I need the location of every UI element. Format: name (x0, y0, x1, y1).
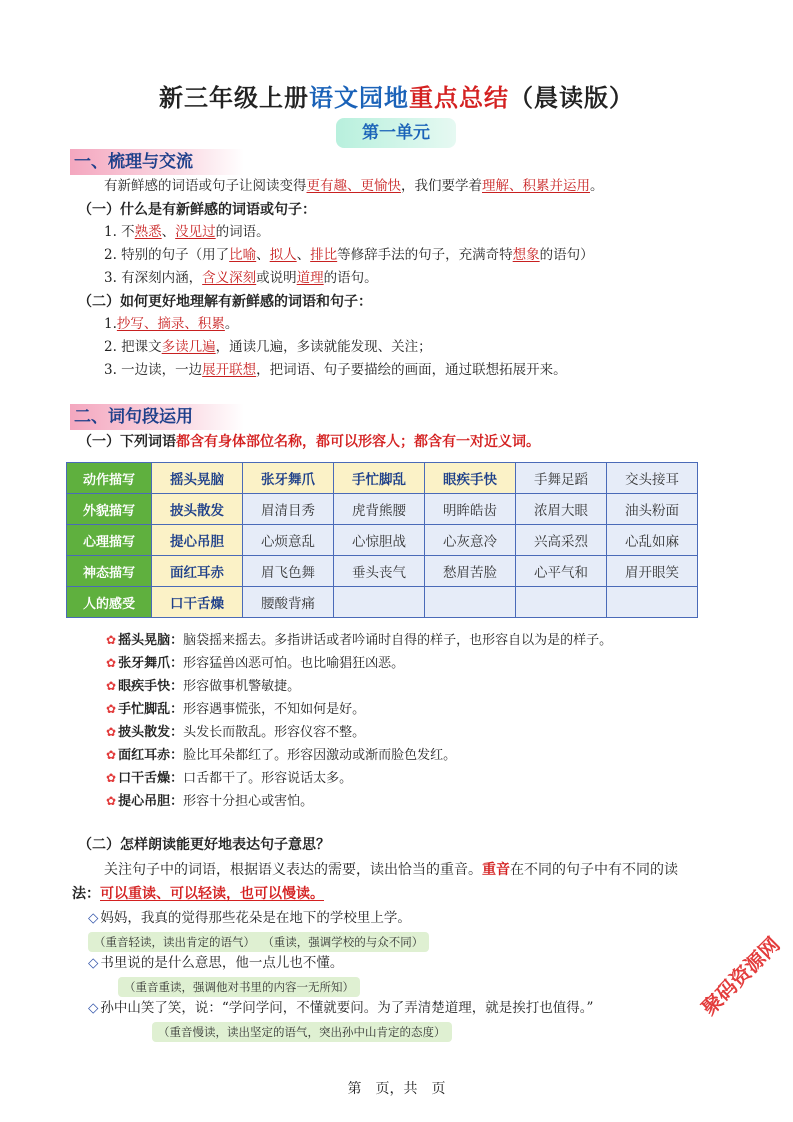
reading-intro-line-1: 关注句子中的词语，根据语义表达的需要，读出恰当的重音。重音在不同的句子中有不同的读 (104, 862, 678, 878)
question-2-heading: （二）如何更好地理解有新鲜感的词语和句子： (78, 294, 372, 310)
section-2-q1: （一）下列词语都含有身体部位名称，都可以形容人；都含有一对近义词。 (78, 434, 540, 450)
table-cell (516, 587, 607, 618)
table-cell: 手舞足蹈 (516, 463, 607, 494)
definition-item: ✿ 口干舌燥：口舌都干了。形容说话太多。 (106, 771, 353, 786)
q2-item-2: 2. 把课文多读几遍，通读几遍，多读就能发现、关注； (104, 339, 432, 355)
title-part-4: （晨读版） (509, 84, 634, 112)
table-cell: 眉飞色舞 (243, 556, 334, 587)
category-cell: 人的感受 (67, 587, 152, 618)
table-cell: 眉开眼笑 (607, 556, 698, 587)
flower-icon: ✿ (106, 702, 117, 716)
table-cell: 虎背熊腰 (334, 494, 425, 525)
flower-icon: ✿ (106, 725, 117, 739)
table-cell (425, 587, 516, 618)
q2-item-1: 1.抄写、摘录、积累。 (104, 316, 239, 332)
flower-icon: ✿ (106, 771, 117, 785)
diamond-icon: ◇ (88, 1000, 99, 1016)
page-title (0, 78, 793, 113)
table-cell: 兴高采烈 (516, 525, 607, 556)
section-1-heading: 一、梳理与交流 (70, 149, 244, 175)
table-cell: 张牙舞爪 (243, 463, 334, 494)
table-cell: 腰酸背痛 (243, 587, 334, 618)
definition-item: ✿ 张牙舞爪：形容猛兽凶恶可怕。也比喻猖狂凶恶。 (106, 656, 405, 671)
table-cell: 明眸皓齿 (425, 494, 516, 525)
table-row (67, 556, 698, 587)
table-cell: 垂头丧气 (334, 556, 425, 587)
definition-item: ✿ 摇头晃脑：脑袋摇来摇去。多指讲话或者吟诵时自得的样子，也形容自以为是的样子。 (106, 633, 613, 648)
reading-intro-line-2: 法：可以重读、可以轻读，也可以慢读。 (72, 886, 324, 902)
flower-icon: ✿ (106, 794, 117, 808)
table-cell: 心灰意冷 (425, 525, 516, 556)
category-cell: 神态描写 (67, 556, 152, 587)
category-cell: 动作描写 (67, 463, 152, 494)
category-cell: 心理描写 (67, 525, 152, 556)
q1-item-1: 1. 不熟悉、没见过的词语。 (104, 224, 270, 240)
table-cell: 心乱如麻 (607, 525, 698, 556)
definition-item: ✿ 眼疾手快：形容做事机警敏捷。 (106, 679, 301, 694)
table-cell: 摇头晃脑 (152, 463, 243, 494)
definition-item: ✿ 手忙脚乱：形容遇事慌张，不知如何是好。 (106, 702, 366, 717)
table-row (67, 587, 698, 618)
table-cell: 愁眉苦脸 (425, 556, 516, 587)
example-note: （重音慢读，读出坚定的语气，突出孙中山肯定的态度） (152, 1022, 452, 1042)
q1-item-2: 2. 特别的句子（用了比喻、拟人、排比等修辞手法的句子，充满奇特想象的语句） (104, 247, 594, 263)
flower-icon: ✿ (106, 679, 117, 693)
table-cell: 口干舌燥 (152, 587, 243, 618)
q1-item-3: 3. 有深刻内涵，含义深刻或说明道理的语句。 (104, 270, 378, 286)
example-note: （重音轻读，读出肯定的语气） （重读，强调学校的与众不同） (88, 932, 429, 952)
watermark: 聚码资源网 (696, 932, 785, 1020)
table-cell: 提心吊胆 (152, 525, 243, 556)
vocab-table (66, 462, 698, 618)
category-cell: 外貌描写 (67, 494, 152, 525)
q2-item-3: 3. 一边读，一边展开联想，把词语、句子要描绘的画面，通过联想拓展开来。 (104, 362, 567, 378)
flower-icon: ✿ (106, 633, 117, 647)
table-row (67, 494, 698, 525)
table-cell: 眉清目秀 (243, 494, 334, 525)
example-note: （重音重读，强调他对书里的内容一无所知） (118, 977, 360, 997)
table-cell: 心惊胆战 (334, 525, 425, 556)
title-part-1: 新三年级上册 (159, 84, 309, 112)
example-sentence-2: ◇ 书里说的是什么意思，他一点儿也不懂。 (88, 955, 344, 971)
table-cell: 眼疾手快 (425, 463, 516, 494)
title-part-2: 语文园地 (309, 84, 409, 112)
unit-badge: 第一单元 (336, 118, 456, 148)
flower-icon: ✿ (106, 656, 117, 670)
example-sentence-1: ◇ 妈妈，我真的觉得那些花朵是在地下的学校里上学。 (88, 910, 411, 926)
table-cell: 面红耳赤 (152, 556, 243, 587)
table-cell: 油头粉面 (607, 494, 698, 525)
table-cell: 心烦意乱 (243, 525, 334, 556)
definition-item: ✿ 面红耳赤：脸比耳朵都红了。形容因激动或渐而脸色发红。 (106, 748, 457, 763)
table-cell: 交头接耳 (607, 463, 698, 494)
table-cell: 手忙脚乱 (334, 463, 425, 494)
table-row (67, 525, 698, 556)
table-cell: 心平气和 (516, 556, 607, 587)
section-2-heading: 二、词句段运用 (70, 404, 244, 430)
question-1-heading: （一）什么是有新鲜感的词语或句子： (78, 202, 316, 218)
table-cell (607, 587, 698, 618)
diamond-icon: ◇ (88, 910, 99, 926)
definition-item: ✿ 提心吊胆：形容十分担心或害怕。 (106, 794, 314, 809)
flower-icon: ✿ (106, 748, 117, 762)
table-cell (334, 587, 425, 618)
table-row (67, 463, 698, 494)
example-sentence-3: ◇ 孙中山笑了笑，说：“学问学问，不懂就要问。为了弄清楚道理，就是挨打也值得。” (88, 1000, 594, 1016)
definition-item: ✿ 披头散发：头发长而散乱。形容仪容不整。 (106, 725, 366, 740)
table-cell: 浓眉大眼 (516, 494, 607, 525)
section-1-intro: 有新鲜感的词语或句子让阅读变得更有趣、更愉快，我们要学着理解、积累并运用。 (104, 178, 604, 194)
diamond-icon: ◇ (88, 955, 99, 971)
title-part-3: 重点总结 (409, 84, 509, 112)
table-cell: 披头散发 (152, 494, 243, 525)
section-2-q2: （二）怎样朗读能更好地表达句子意思？ (78, 837, 330, 853)
page-footer: 第 页，共 页 (347, 1081, 446, 1097)
